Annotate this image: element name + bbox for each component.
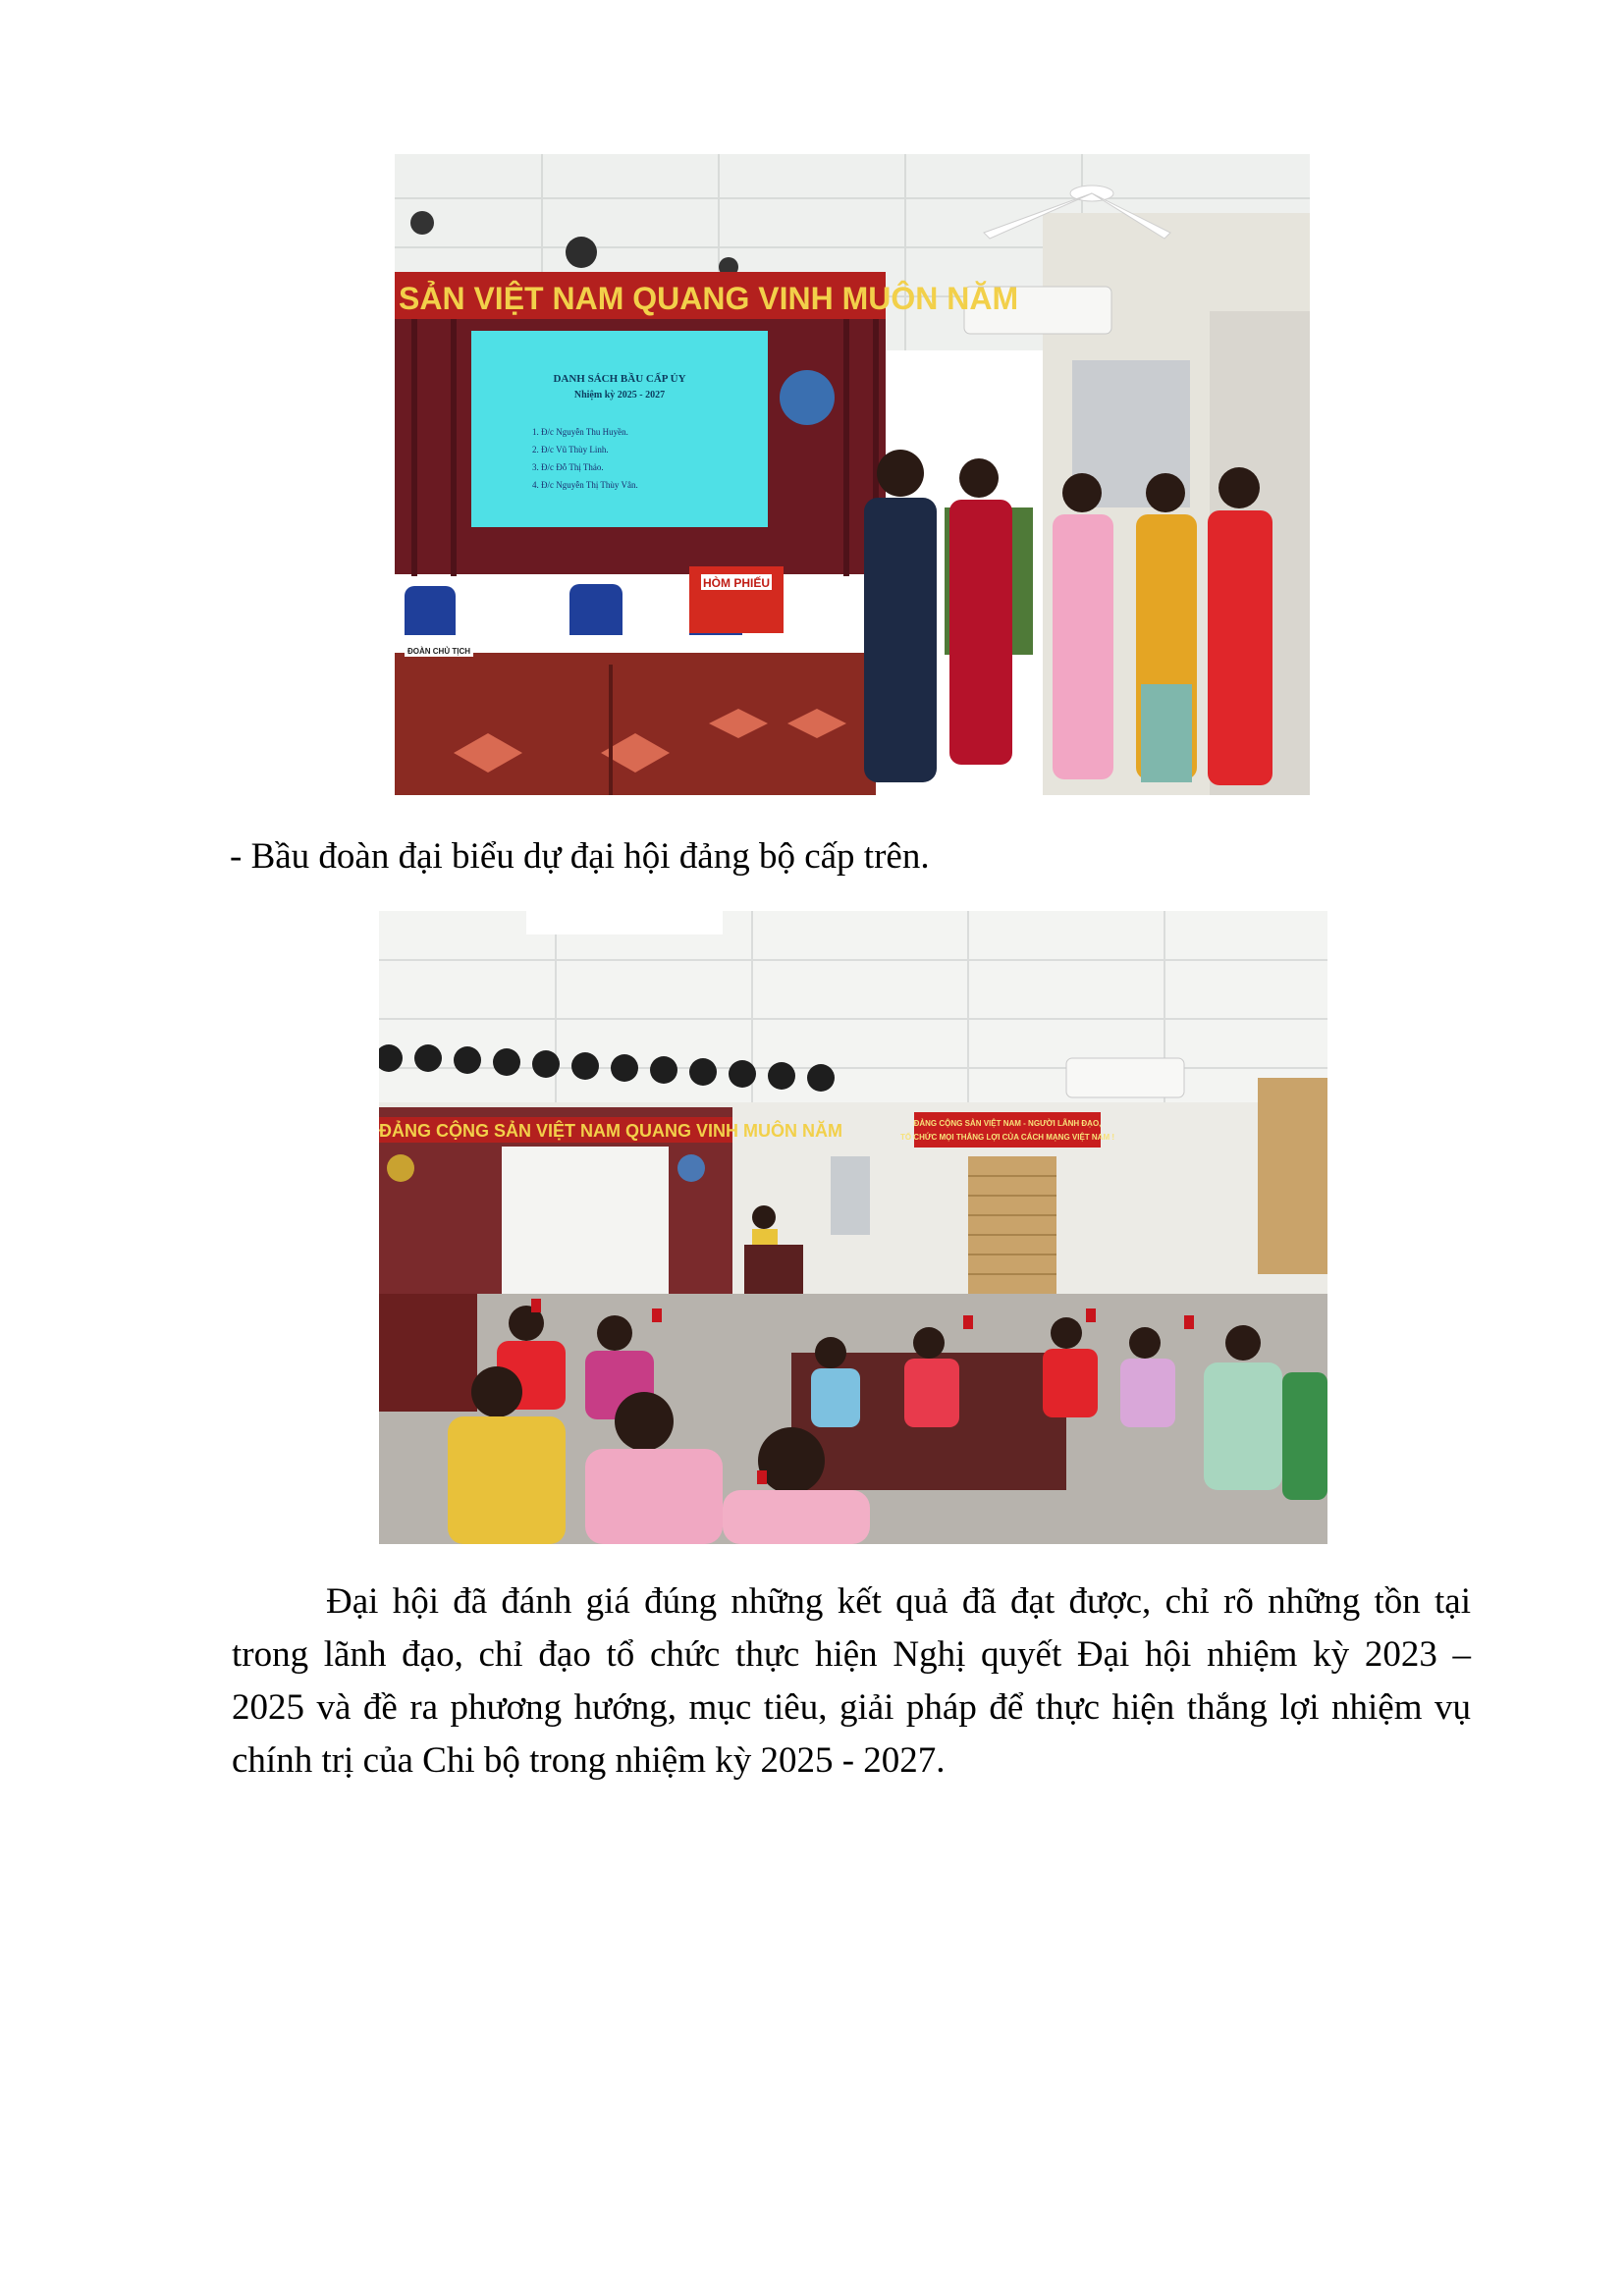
photo-voting-committee-image xyxy=(395,154,1310,795)
screen-item: 2. Đ/c Vũ Thùy Linh. xyxy=(532,445,609,454)
projection-screen xyxy=(502,1147,669,1294)
paragraph-line-3: 2025 và đề ra phương hướng, mục tiêu, giải pháp để thực hiện thắng lợi nhiệm vụ xyxy=(232,1687,1471,1728)
side-banner xyxy=(914,1112,1101,1148)
photo-voting-committee xyxy=(395,154,1310,795)
screen-item: 1. Đ/c Nguyễn Thu Huyền. xyxy=(532,427,628,437)
side-banner-line2: TỔ CHỨC MỌI THẮNG LỢI CỦA CÁCH MẠNG VIỆT NAM ! xyxy=(899,1133,1115,1142)
slogan-banner-text: ĐẢNG CỘNG SẢN VIỆT NAM QUANG VINH MUÔN NĂM xyxy=(379,1121,842,1141)
screen-item: 3. Đ/c Đỗ Thị Thảo. xyxy=(532,462,604,472)
paragraph-line-2: trong lãnh đạo, chỉ đạo tổ chức thực hiện Nghị quyết Đại hội nhiệm kỳ 2023 – xyxy=(232,1634,1471,1675)
screen-subtitle: Nhiệm kỳ 2025 - 2027 xyxy=(573,390,666,400)
desk-nameplate: ĐOÀN CHỦ TỊCH xyxy=(407,647,470,656)
photo-caption: - Bầu đoàn đại biểu dự đại hội đảng bộ cấp trên. xyxy=(230,836,930,877)
paragraph-line-1: Đại hội đã đánh giá đúng những kết quả đã đạt được, chỉ rõ những tồn tại xyxy=(326,1581,1471,1622)
screen-item: 4. Đ/c Nguyễn Thị Thùy Vân. xyxy=(532,480,638,490)
emblem-portrait xyxy=(780,370,835,425)
photo-assembly-voting-image xyxy=(379,911,1327,1544)
paragraph-line-4: chính trị của Chi bộ trong nhiệm kỳ 2025 - 2027. xyxy=(232,1740,946,1781)
side-banner-line1: ĐẢNG CỘNG SẢN VIỆT NAM - NGƯỜI LÃNH ĐẠO, xyxy=(913,1119,1102,1128)
ballot-box-label: HÒM PHIẾU xyxy=(702,576,771,590)
slogan-banner-text: SẢN VIỆT NAM QUANG VINH MUÔN NĂM xyxy=(399,281,1019,316)
screen-title: DANH SÁCH BẦU CẤP ỦY xyxy=(553,373,686,385)
photo-assembly-voting xyxy=(379,911,1327,1544)
